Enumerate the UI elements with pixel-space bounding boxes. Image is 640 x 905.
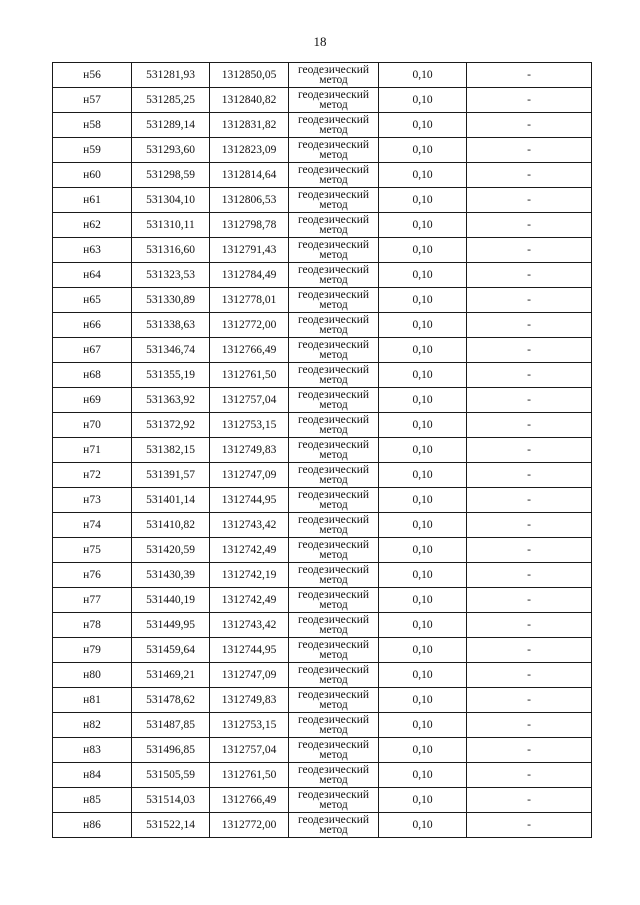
accuracy-cell: 0,10	[379, 213, 467, 238]
method-line-1: геодезический	[297, 239, 370, 251]
method-line-2: метод	[319, 499, 348, 511]
method-line-2: метод	[319, 699, 348, 711]
method-line-1: геодезический	[297, 389, 370, 401]
table-row	[53, 663, 592, 688]
table-row	[53, 613, 592, 638]
point-name-cell: н56	[53, 63, 132, 88]
method-line-1: геодезический	[297, 89, 370, 101]
point-name-cell: н76	[53, 563, 132, 588]
x-coordinate-cell: 531363,92	[132, 388, 210, 413]
y-coordinate-cell: 1312840,82	[210, 88, 289, 113]
x-coordinate-cell: 531323,53	[132, 263, 210, 288]
description-cell: -	[467, 138, 592, 163]
method-line-2: метод	[319, 224, 348, 236]
method-line-1: геодезический	[297, 764, 370, 776]
method-cell	[289, 513, 379, 538]
y-coordinate-cell: 1312757,04	[210, 738, 289, 763]
table-row	[53, 113, 592, 138]
accuracy-cell: 0,10	[379, 338, 467, 363]
method-line-1: геодезический	[297, 589, 370, 601]
method-line-2: метод	[319, 624, 348, 636]
description-cell: -	[467, 163, 592, 188]
x-coordinate-cell: 531382,15	[132, 438, 210, 463]
method-cell	[289, 488, 379, 513]
y-coordinate-cell: 1312744,95	[210, 638, 289, 663]
method-line-2: метод	[319, 324, 348, 336]
y-coordinate-cell: 1312761,50	[210, 763, 289, 788]
table-row	[53, 213, 592, 238]
description-cell: -	[467, 763, 592, 788]
x-coordinate-cell: 531289,14	[132, 113, 210, 138]
table-row	[53, 738, 592, 763]
y-coordinate-cell: 1312784,49	[210, 263, 289, 288]
description-cell: -	[467, 88, 592, 113]
description-cell: -	[467, 338, 592, 363]
description-cell: -	[467, 538, 592, 563]
table-row	[53, 163, 592, 188]
accuracy-cell: 0,10	[379, 763, 467, 788]
description-cell: -	[467, 288, 592, 313]
description-cell: -	[467, 738, 592, 763]
description-cell: -	[467, 563, 592, 588]
accuracy-cell: 0,10	[379, 613, 467, 638]
method-cell	[289, 113, 379, 138]
point-name-cell: н78	[53, 613, 132, 638]
y-coordinate-cell: 1312766,49	[210, 338, 289, 363]
x-coordinate-cell: 531310,11	[132, 213, 210, 238]
point-name-cell: н72	[53, 463, 132, 488]
x-coordinate-cell: 531430,39	[132, 563, 210, 588]
method-line-2: метод	[319, 399, 348, 411]
table-row	[53, 713, 592, 738]
method-line-2: метод	[319, 549, 348, 561]
point-name-cell: н73	[53, 488, 132, 513]
method-cell	[289, 788, 379, 813]
x-coordinate-cell: 531459,64	[132, 638, 210, 663]
method-line-2: метод	[319, 799, 348, 811]
description-cell: -	[467, 463, 592, 488]
y-coordinate-cell: 1312747,09	[210, 663, 289, 688]
table-row	[53, 138, 592, 163]
accuracy-cell: 0,10	[379, 588, 467, 613]
method-line-2: метод	[319, 424, 348, 436]
method-cell	[289, 813, 379, 838]
y-coordinate-cell: 1312742,49	[210, 538, 289, 563]
method-cell	[289, 163, 379, 188]
point-name-cell: н60	[53, 163, 132, 188]
y-coordinate-cell: 1312743,42	[210, 613, 289, 638]
method-line-2: метод	[319, 599, 348, 611]
method-cell	[289, 438, 379, 463]
description-cell: -	[467, 513, 592, 538]
description-cell: -	[467, 713, 592, 738]
point-name-cell: н63	[53, 238, 132, 263]
accuracy-cell: 0,10	[379, 238, 467, 263]
method-line-1: геодезический	[297, 264, 370, 276]
method-cell	[289, 463, 379, 488]
x-coordinate-cell: 531496,85	[132, 738, 210, 763]
table-row	[53, 188, 592, 213]
table-row	[53, 563, 592, 588]
method-line-2: метод	[319, 724, 348, 736]
x-coordinate-cell: 531372,92	[132, 413, 210, 438]
point-name-cell: н64	[53, 263, 132, 288]
y-coordinate-cell: 1312778,01	[210, 288, 289, 313]
method-cell	[289, 413, 379, 438]
method-cell	[289, 138, 379, 163]
method-line-2: метод	[319, 74, 348, 86]
point-name-cell: н82	[53, 713, 132, 738]
x-coordinate-cell: 531293,60	[132, 138, 210, 163]
x-coordinate-cell: 531330,89	[132, 288, 210, 313]
method-line-1: геодезический	[297, 514, 370, 526]
accuracy-cell: 0,10	[379, 713, 467, 738]
y-coordinate-cell: 1312753,15	[210, 413, 289, 438]
method-line-2: метод	[319, 249, 348, 261]
table-row	[53, 588, 592, 613]
method-line-2: метод	[319, 474, 348, 486]
y-coordinate-cell: 1312823,09	[210, 138, 289, 163]
method-line-2: метод	[319, 99, 348, 111]
y-coordinate-cell: 1312757,04	[210, 388, 289, 413]
point-name-cell: н57	[53, 88, 132, 113]
x-coordinate-cell: 531298,59	[132, 163, 210, 188]
description-cell: -	[467, 438, 592, 463]
table-row	[53, 538, 592, 563]
table-row	[53, 313, 592, 338]
table-row	[53, 463, 592, 488]
table-row	[53, 813, 592, 838]
x-coordinate-cell: 531478,62	[132, 688, 210, 713]
method-line-1: геодезический	[297, 214, 370, 226]
method-cell	[289, 263, 379, 288]
point-name-cell: н61	[53, 188, 132, 213]
method-line-1: геодезический	[297, 614, 370, 626]
x-coordinate-cell: 531355,19	[132, 363, 210, 388]
method-line-2: метод	[319, 149, 348, 161]
x-coordinate-cell: 531505,59	[132, 763, 210, 788]
table-row	[53, 63, 592, 88]
method-line-2: метод	[319, 449, 348, 461]
y-coordinate-cell: 1312743,42	[210, 513, 289, 538]
y-coordinate-cell: 1312806,53	[210, 188, 289, 213]
table-row	[53, 388, 592, 413]
y-coordinate-cell: 1312814,64	[210, 163, 289, 188]
table-row	[53, 438, 592, 463]
accuracy-cell: 0,10	[379, 488, 467, 513]
method-line-1: геодезический	[297, 364, 370, 376]
y-coordinate-cell: 1312772,00	[210, 313, 289, 338]
x-coordinate-cell: 531487,85	[132, 713, 210, 738]
description-cell: -	[467, 388, 592, 413]
method-line-1: геодезический	[297, 564, 370, 576]
method-cell	[289, 763, 379, 788]
description-cell: -	[467, 613, 592, 638]
method-cell	[289, 213, 379, 238]
description-cell: -	[467, 63, 592, 88]
page-number: 18	[313, 34, 327, 49]
accuracy-cell: 0,10	[379, 63, 467, 88]
method-line-1: геодезический	[297, 714, 370, 726]
y-coordinate-cell: 1312850,05	[210, 63, 289, 88]
method-line-1: геодезический	[297, 464, 370, 476]
method-line-1: геодезический	[297, 289, 370, 301]
method-line-1: геодезический	[297, 689, 370, 701]
accuracy-cell: 0,10	[379, 263, 467, 288]
method-line-1: геодезический	[297, 64, 370, 76]
point-name-cell: н84	[53, 763, 132, 788]
method-line-2: метод	[319, 774, 348, 786]
accuracy-cell: 0,10	[379, 138, 467, 163]
method-cell	[289, 288, 379, 313]
point-name-cell: н66	[53, 313, 132, 338]
method-line-1: геодезический	[297, 164, 370, 176]
point-name-cell: н65	[53, 288, 132, 313]
method-cell	[289, 713, 379, 738]
x-coordinate-cell: 531440,19	[132, 588, 210, 613]
method-cell	[289, 688, 379, 713]
description-cell: -	[467, 663, 592, 688]
method-cell	[289, 363, 379, 388]
accuracy-cell: 0,10	[379, 813, 467, 838]
table-row	[53, 413, 592, 438]
point-name-cell: н77	[53, 588, 132, 613]
table-row	[53, 288, 592, 313]
point-name-cell: н80	[53, 663, 132, 688]
point-name-cell: н70	[53, 413, 132, 438]
method-line-1: геодезический	[297, 489, 370, 501]
accuracy-cell: 0,10	[379, 88, 467, 113]
accuracy-cell: 0,10	[379, 513, 467, 538]
method-line-2: метод	[319, 299, 348, 311]
x-coordinate-cell: 531391,57	[132, 463, 210, 488]
x-coordinate-cell: 531316,60	[132, 238, 210, 263]
point-name-cell: н83	[53, 738, 132, 763]
method-line-2: метод	[319, 749, 348, 761]
point-name-cell: н69	[53, 388, 132, 413]
point-name-cell: н67	[53, 338, 132, 363]
method-cell	[289, 188, 379, 213]
accuracy-cell: 0,10	[379, 363, 467, 388]
description-cell: -	[467, 588, 592, 613]
x-coordinate-cell: 531401,14	[132, 488, 210, 513]
description-cell: -	[467, 313, 592, 338]
description-cell: -	[467, 363, 592, 388]
description-cell: -	[467, 688, 592, 713]
accuracy-cell: 0,10	[379, 538, 467, 563]
description-cell: -	[467, 263, 592, 288]
point-name-cell: н74	[53, 513, 132, 538]
point-name-cell: н58	[53, 113, 132, 138]
method-line-1: геодезический	[297, 814, 370, 826]
method-line-1: геодезический	[297, 664, 370, 676]
point-name-cell: н86	[53, 813, 132, 838]
table-row	[53, 513, 592, 538]
accuracy-cell: 0,10	[379, 463, 467, 488]
method-cell	[289, 338, 379, 363]
accuracy-cell: 0,10	[379, 313, 467, 338]
method-line-1: геодезический	[297, 189, 370, 201]
x-coordinate-cell: 531469,21	[132, 663, 210, 688]
y-coordinate-cell: 1312831,82	[210, 113, 289, 138]
method-line-2: метод	[319, 174, 348, 186]
point-name-cell: н75	[53, 538, 132, 563]
method-line-1: геодезический	[297, 414, 370, 426]
y-coordinate-cell: 1312791,43	[210, 238, 289, 263]
coordinates-table	[52, 62, 592, 838]
accuracy-cell: 0,10	[379, 438, 467, 463]
accuracy-cell: 0,10	[379, 113, 467, 138]
method-line-1: геодезический	[297, 739, 370, 751]
x-coordinate-cell: 531522,14	[132, 813, 210, 838]
x-coordinate-cell: 531281,93	[132, 63, 210, 88]
method-line-1: геодезический	[297, 439, 370, 451]
method-cell	[289, 663, 379, 688]
method-cell	[289, 538, 379, 563]
method-line-2: метод	[319, 524, 348, 536]
x-coordinate-cell: 531514,03	[132, 788, 210, 813]
table-row	[53, 488, 592, 513]
y-coordinate-cell: 1312742,49	[210, 588, 289, 613]
accuracy-cell: 0,10	[379, 738, 467, 763]
method-line-2: метод	[319, 274, 348, 286]
accuracy-cell: 0,10	[379, 163, 467, 188]
method-line-1: геодезический	[297, 339, 370, 351]
accuracy-cell: 0,10	[379, 388, 467, 413]
method-line-2: метод	[319, 824, 348, 836]
y-coordinate-cell: 1312749,83	[210, 438, 289, 463]
table-row	[53, 338, 592, 363]
table-row	[53, 638, 592, 663]
point-name-cell: н79	[53, 638, 132, 663]
y-coordinate-cell: 1312766,49	[210, 788, 289, 813]
description-cell: -	[467, 188, 592, 213]
description-cell: -	[467, 813, 592, 838]
x-coordinate-cell: 531338,63	[132, 313, 210, 338]
accuracy-cell: 0,10	[379, 413, 467, 438]
accuracy-cell: 0,10	[379, 663, 467, 688]
method-line-2: метод	[319, 674, 348, 686]
method-line-2: метод	[319, 124, 348, 136]
y-coordinate-cell: 1312798,78	[210, 213, 289, 238]
method-line-1: геодезический	[297, 314, 370, 326]
table-row	[53, 763, 592, 788]
x-coordinate-cell: 531410,82	[132, 513, 210, 538]
table-row	[53, 363, 592, 388]
coordinates-table-body	[53, 63, 592, 838]
accuracy-cell: 0,10	[379, 788, 467, 813]
table-row	[53, 688, 592, 713]
method-line-2: метод	[319, 649, 348, 661]
method-line-2: метод	[319, 199, 348, 211]
table-row	[53, 88, 592, 113]
method-cell	[289, 388, 379, 413]
method-line-2: метод	[319, 349, 348, 361]
method-line-1: геодезический	[297, 539, 370, 551]
method-line-1: геодезический	[297, 114, 370, 126]
method-cell	[289, 63, 379, 88]
method-cell	[289, 238, 379, 263]
method-cell	[289, 738, 379, 763]
description-cell: -	[467, 413, 592, 438]
y-coordinate-cell: 1312747,09	[210, 463, 289, 488]
point-name-cell: н71	[53, 438, 132, 463]
method-cell	[289, 563, 379, 588]
table-row	[53, 788, 592, 813]
x-coordinate-cell: 531420,59	[132, 538, 210, 563]
accuracy-cell: 0,10	[379, 288, 467, 313]
point-name-cell: н68	[53, 363, 132, 388]
point-name-cell: н62	[53, 213, 132, 238]
method-line-2: метод	[319, 574, 348, 586]
table-row	[53, 238, 592, 263]
accuracy-cell: 0,10	[379, 188, 467, 213]
description-cell: -	[467, 238, 592, 263]
point-name-cell: н85	[53, 788, 132, 813]
y-coordinate-cell: 1312742,19	[210, 563, 289, 588]
y-coordinate-cell: 1312753,15	[210, 713, 289, 738]
method-line-1: геодезический	[297, 789, 370, 801]
table-row	[53, 263, 592, 288]
method-line-1: геодезический	[297, 139, 370, 151]
y-coordinate-cell: 1312761,50	[210, 363, 289, 388]
y-coordinate-cell: 1312744,95	[210, 488, 289, 513]
y-coordinate-cell: 1312749,83	[210, 688, 289, 713]
accuracy-cell: 0,10	[379, 688, 467, 713]
x-coordinate-cell: 531346,74	[132, 338, 210, 363]
method-cell	[289, 613, 379, 638]
x-coordinate-cell: 531449,95	[132, 613, 210, 638]
description-cell: -	[467, 488, 592, 513]
method-cell	[289, 638, 379, 663]
description-cell: -	[467, 788, 592, 813]
description-cell: -	[467, 638, 592, 663]
accuracy-cell: 0,10	[379, 638, 467, 663]
method-cell	[289, 588, 379, 613]
accuracy-cell: 0,10	[379, 563, 467, 588]
method-cell	[289, 313, 379, 338]
method-line-2: метод	[319, 374, 348, 386]
x-coordinate-cell: 531304,10	[132, 188, 210, 213]
method-line-1: геодезический	[297, 639, 370, 651]
description-cell: -	[467, 213, 592, 238]
y-coordinate-cell: 1312772,00	[210, 813, 289, 838]
x-coordinate-cell: 531285,25	[132, 88, 210, 113]
point-name-cell: н81	[53, 688, 132, 713]
description-cell: -	[467, 113, 592, 138]
point-name-cell: н59	[53, 138, 132, 163]
method-cell	[289, 88, 379, 113]
